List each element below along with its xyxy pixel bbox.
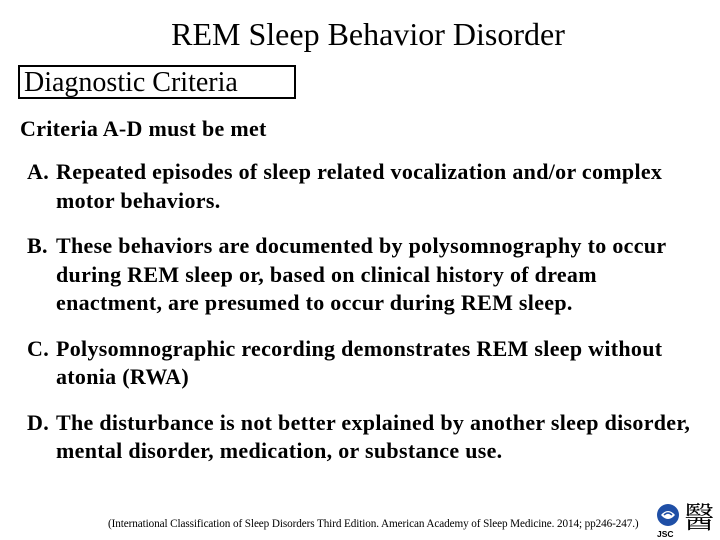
section-label: Diagnostic Criteria xyxy=(24,67,238,98)
citation: (International Classification of Sleep Disorders Third Edition. American Academy of Sleep Medicine. 2014; pp246-247.) xyxy=(108,518,639,530)
criterion-letter: C. xyxy=(27,335,49,361)
criterion-a xyxy=(27,158,699,215)
criteria-list xyxy=(27,158,699,483)
logo-emblem-icon xyxy=(657,504,679,526)
criterion-letter: B. xyxy=(27,233,48,258)
criterion-text: Polysomnographic recording demonstrates REM sleep without atonia (RWA) xyxy=(56,335,663,389)
intro-text: Criteria A-D must be met xyxy=(20,116,267,141)
section-label-box xyxy=(18,65,296,99)
criterion-text: These behaviors are documented by polysomnography to occur during REM sleep or, based on clinical history of dream enactment, are presumed to occur during REM sleep. xyxy=(56,233,666,315)
criterion-b xyxy=(27,232,699,318)
criterion-c xyxy=(27,335,699,392)
criterion-text: Repeated episodes of sleep related vocalization and/or complex motor behaviors. xyxy=(56,159,663,213)
criterion-text: The disturbance is not better explained by another sleep disorder, mental disorder, medication, or substance use. xyxy=(56,409,691,463)
criterion-d xyxy=(27,409,699,466)
criterion-letter: A. xyxy=(27,159,49,184)
society-logo xyxy=(654,498,718,540)
criterion-letter: D. xyxy=(27,409,49,435)
logo-text: JSC xyxy=(657,529,674,539)
logo-kanji: 醫 xyxy=(684,501,714,536)
slide-title: REM Sleep Behavior Disorder xyxy=(171,16,565,52)
